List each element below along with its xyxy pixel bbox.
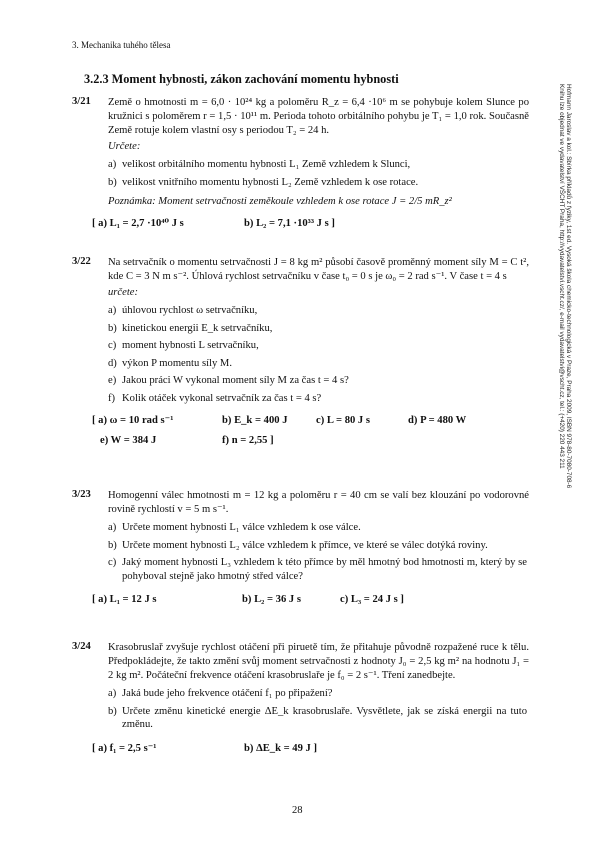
answer-row <box>92 434 529 448</box>
problem-items <box>108 687 529 732</box>
list-item <box>108 556 529 583</box>
answer: e) W = 384 J <box>100 434 157 446</box>
list-item <box>108 339 529 353</box>
item-letter: c) <box>108 340 117 352</box>
problem-items <box>108 158 529 189</box>
list-item <box>108 158 529 172</box>
problem-3-22 <box>72 256 529 448</box>
item-letter: e) <box>108 375 117 387</box>
item-text: velikost orbitálního momentu hybnosti L₁ Země vzhledem k Slunci, <box>122 159 411 170</box>
item-text: úhlovou rychlost ω setrvačníku, <box>122 305 258 316</box>
problem-text: Země o hmotnosti m = 6,0 · 10²⁴ kg a poloměru R_z = 6,4 ·10⁶ m se pohybuje kolem Slunce po kružnici s poloměrem r = 1,5 · 10¹¹ m. Perioda tohoto orbitálního pohybu je T₁ = 1,0 rok. Současně Země rotuje kolem vlastní osy s periodou T₂ = 24 h. <box>108 97 529 136</box>
problem-number: 3/24 <box>72 641 91 652</box>
problem-text: Krasobruslař zvyšuje rychlost otáčení při piruetě tím, že přitahuje původně rozpažené ruce k tělu. Předpokládejte, že takto změní svůj moment setrvačnosti z hodnoty J₀ = 2,5 kg m² na hodnotu J₁ = 2 kg m². Počáteční frekvence otáčení krasobruslaře je f₀ = 2 s⁻¹. Tření zanedbejte. <box>108 642 529 681</box>
item-letter: a) <box>108 159 117 170</box>
problem-3-23 <box>72 489 529 607</box>
item-letter: d) <box>108 357 117 369</box>
item-text: výkon P momentu síly M. <box>122 357 232 369</box>
item-letter: b) <box>108 322 117 334</box>
item-letter: b) <box>108 705 117 717</box>
item-letter: b) <box>108 176 117 188</box>
item-letter: c) <box>108 557 117 569</box>
answer: c) L₃ = 24 J s ] <box>340 594 404 606</box>
item-text: Jaký moment hybnosti L₃ vzhledem k této přímce by měl hmotný bod hmotnosti m, který by se pohyboval stejně jako hmotný střed válce? <box>122 557 527 582</box>
problem-items <box>108 521 529 583</box>
answer-row <box>92 742 529 756</box>
item-letter: a) <box>108 688 117 699</box>
item-letter: a) <box>108 522 117 533</box>
answer: c) L = 80 J s <box>316 414 371 426</box>
item-letter: b) <box>108 539 117 551</box>
item-text: velikost vnitřního momentu hybnosti L₂ Země vzhledem k ose rotace. <box>122 176 419 188</box>
answer: b) L₂ = 7,1 ·10³³ J s ] <box>244 218 335 230</box>
answer: b) E_k = 400 J <box>222 414 288 426</box>
answer-row <box>92 217 529 231</box>
answer: f) n = 2,55 ] <box>222 434 274 446</box>
answer: b) L₂ = 36 J s <box>242 594 301 606</box>
item-text: Jakou práci W vykonal moment síly M za čas t = 4 s? <box>122 375 349 387</box>
item-text: Jaká bude jeho frekvence otáčení f₁ po připažení? <box>122 688 333 699</box>
item-text: moment hybnosti L setrvačníku, <box>122 340 259 352</box>
item-letter: f) <box>108 392 116 404</box>
item-text: kinetickou energii E_k setrvačníku, <box>122 322 273 334</box>
problem-text: Na setrvačník o momentu setrvačnosti J = 8 kg m² působí časově proměnný moment síly M = C t², kde C = 3 N m s⁻². Úhlová rychlost setrvačníku v čase t₀ = 0 s je ω₀ = 2 rad s⁻¹. V čase t = 4 s <box>108 257 529 282</box>
answer: [ a) ω = 10 rad s⁻¹ <box>92 414 174 426</box>
problem-label: určete: <box>108 287 138 298</box>
item-text: Určete moment hybnosti L₂ válce vzhledem k přímce, ve které se válec dotýká roviny. <box>122 539 488 551</box>
list-item <box>108 687 529 701</box>
list-item <box>108 304 529 318</box>
list-item <box>108 357 529 371</box>
item-letter: a) <box>108 305 117 316</box>
list-item <box>108 374 529 388</box>
list-item <box>108 539 529 553</box>
list-item <box>108 322 529 336</box>
list-item <box>108 392 529 406</box>
answers <box>92 217 529 231</box>
side-note-text: Hofmann Jaroslav a kol.: Sbírka příkladů z fyziky, 1st ed. Vysoká škola chemicko-technologická v Praze, Praha 2009, ISBN 978-80-7080-708-6 Knihu lze objednat ve vydavatelství VŠCHT Praha, http://vydavatelstvi.vscht.cz/, e-mail vydavatelstvi@vscht.cz, tel.: (+420) 220 443 211 <box>558 84 572 489</box>
item-text: Určete změnu kinetické energie ΔE_k krasobruslaře. Vysvětlete, jak se získá energii na tuto změnu. <box>122 705 527 731</box>
answer-row <box>92 414 529 428</box>
problem-label: Určete: <box>108 141 141 152</box>
problem-items <box>108 304 529 406</box>
answer: [ a) L₁ = 12 J s <box>92 594 157 606</box>
running-head: 3. Mechanika tuhého tělesa <box>72 40 171 50</box>
side-note <box>560 84 572 644</box>
problem-text: Homogenní válec hmotnosti m = 12 kg a poloměru r = 40 cm se valí bez klouzání po vodorovné rovině rychlostí v = 5 m s⁻¹. <box>108 490 529 515</box>
problem-3-21 <box>72 96 529 231</box>
problem-number: 3/21 <box>72 96 91 107</box>
answer: b) ΔE_k = 49 J ] <box>244 742 318 754</box>
answer: [ a) L₁ = 2,7 ·10⁴⁰ J s <box>92 218 184 230</box>
problem-note: Poznámka: Moment setrvačnosti zeměkoule vzhledem k ose rotace J = 2/5 mR_z² <box>108 196 452 208</box>
list-item <box>108 705 529 732</box>
problem-number: 3/23 <box>72 489 91 500</box>
item-text: Určete moment hybnosti L₁ válce vzhledem k ose válce. <box>122 522 361 533</box>
page-number: 28 <box>292 805 303 816</box>
answers <box>92 593 529 607</box>
list-item <box>108 521 529 535</box>
answers <box>92 742 529 756</box>
answers <box>92 414 529 448</box>
problem-3-24 <box>72 641 529 756</box>
section-title: 3.2.3 Moment hybnosti, zákon zachování momentu hybnosti <box>84 72 399 86</box>
answer: d) P = 480 W <box>408 414 467 426</box>
problem-number: 3/22 <box>72 256 91 267</box>
answer: [ a) f₁ = 2,5 s⁻¹ <box>92 742 157 754</box>
answer-row <box>92 593 529 607</box>
list-item <box>108 176 529 190</box>
item-text: Kolik otáček vykonal setrvačník za čas t = 4 s? <box>122 392 322 404</box>
